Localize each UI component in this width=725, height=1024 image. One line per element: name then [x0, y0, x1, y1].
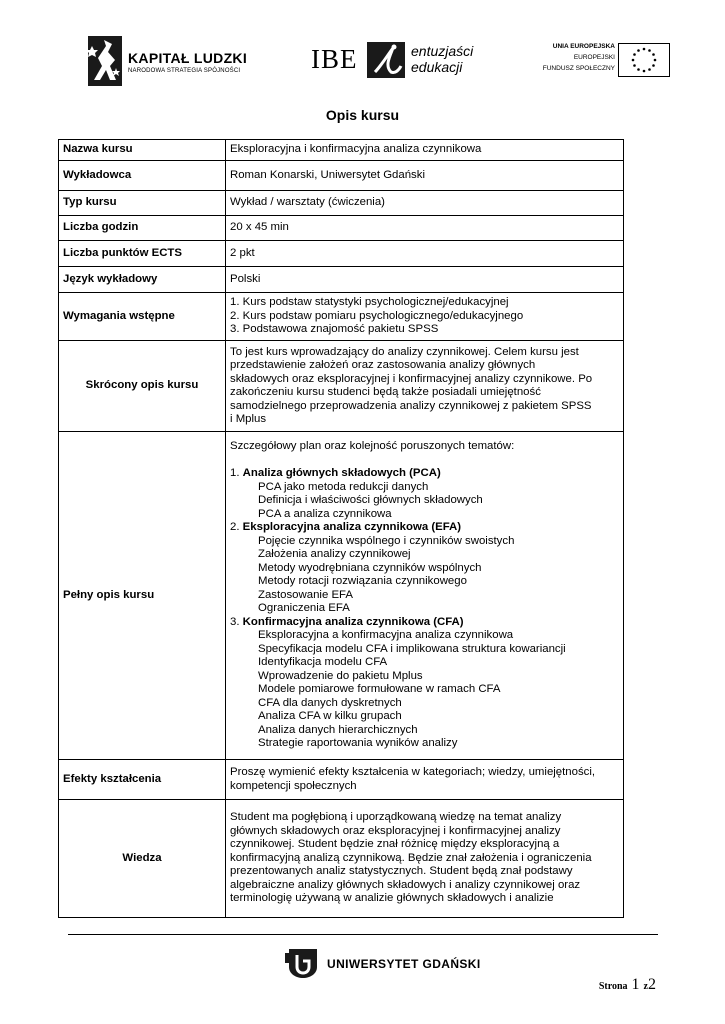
value-wiedza [226, 800, 624, 918]
text-line: samodzielnego przeprowadzenia analizy czynnikowej z pakietem SPSS [230, 399, 592, 412]
label-godziny: Liczba godzin [59, 216, 226, 241]
table-row-wykladowca [59, 161, 624, 191]
list-item: Zastosowanie EFA [258, 588, 353, 601]
eu-line-2: EUROPEJSKI [573, 54, 615, 61]
kapital-ludzki-logo [88, 36, 258, 88]
text-line: Student ma pogłębioną i uporządkowaną wiedzę na temat analizy [230, 811, 562, 824]
page-number [599, 976, 656, 994]
label-wykladowca: Wykładowca [59, 161, 226, 191]
ibe-acronym: IBE [311, 44, 358, 74]
eu-line-1: UNIA EUROPEJSKA [552, 43, 615, 50]
list-item: 1. Kurs podstaw statystyki psychologicznej/edukacyjnej [230, 296, 509, 309]
list-item: PCA a analiza czynnikowa [258, 507, 392, 520]
list-item: Specyfikacja modelu CFA i implikowana struktura kowariancji [258, 642, 566, 655]
university-emblem-icon [285, 947, 321, 979]
text-line: i Mplus [230, 413, 267, 425]
list-item: Identyfikacja modelu CFA [258, 656, 388, 669]
text-line: algebraiczne analizy głównych składowych i analizy czynnikowej oraz [230, 878, 581, 891]
text-line: zakończeniu kursu studenci będą także posiadali umiejętność [230, 386, 541, 398]
page-current: 1 [631, 976, 640, 993]
kapital-ludzki-emblem-icon [88, 36, 122, 86]
value-jezyk: Polski [226, 267, 624, 293]
list-item: Strategie raportowania wyników analizy [258, 737, 458, 750]
table-row-godziny [59, 216, 624, 241]
value-skrocony [226, 341, 624, 432]
list-item: PCA jako metoda redukcji danych [258, 480, 429, 493]
table-row-wymagania [59, 293, 624, 341]
eu-logo [536, 43, 672, 79]
text-line: kompetencji społecznych [230, 779, 357, 792]
label-typ: Typ kursu [59, 191, 226, 216]
value-ects: 2 pkt [226, 241, 624, 267]
list-item: Wprowadzenie do pakietu Mplus [258, 669, 423, 682]
label-wiedza: Wiedza [59, 800, 226, 918]
table-row-efekty [59, 760, 624, 800]
table-row-pelny [59, 432, 624, 760]
university-logo [285, 947, 481, 981]
ibe-mark-icon [367, 42, 405, 78]
label-skrocony: Skrócony opis kursu [59, 341, 226, 432]
table-row-skrocony [59, 341, 624, 432]
value-godziny: 20 x 45 min [226, 216, 624, 241]
list-item: Metody rotacji rozwiązania czynnikowego [258, 575, 467, 588]
list-item: Modele pomiarowe formułowane w ramach CFA [258, 683, 501, 696]
list-item: CFA dla danych dyskretnych [258, 696, 402, 709]
label-pelny: Pełny opis kursu [59, 432, 226, 760]
ibe-tagline-1: entuzjaści [411, 43, 474, 59]
list-item: Założenia analizy czynnikowej [258, 548, 411, 561]
table-row-jezyk [59, 267, 624, 293]
full-description-intro: Szczegółowy plan oraz kolejność poruszonych tematów: [230, 440, 515, 453]
course-table [58, 139, 624, 918]
value-wymagania [226, 293, 624, 341]
page-word: Strona [598, 981, 628, 992]
label-efekty: Efekty kształcenia [59, 760, 226, 800]
kapital-ludzki-title: KAPITAŁ LUDZKI [128, 50, 248, 66]
table-row-nazwa [59, 140, 624, 161]
table-row-wiedza [59, 800, 624, 918]
text-line: składowych oraz eksploracyjnej i konfirmacyjnej analizy czynnikowe. Po [230, 372, 593, 385]
value-efekty [226, 760, 624, 800]
list-item: Ograniczenia EFA [258, 602, 350, 615]
text-line: czynnikowej. Student będzie znał różnicę między eksploracyjną a [230, 838, 560, 851]
text-line: To jest kurs wprowadzający do analizy czynnikowej. Celem kursu jest [230, 345, 579, 358]
value-nazwa: Eksploracyjna i konfirmacyjna analiza czynnikowa [226, 140, 624, 161]
list-item: Analiza danych hierarchicznych [258, 723, 418, 736]
ibe-tagline-2: edukacji [411, 59, 463, 75]
label-nazwa: Nazwa kursu [59, 140, 226, 161]
list-item: Eksploracyjna a konfirmacyjna analiza czynnikowa [258, 629, 514, 642]
page-total: 2 [648, 976, 656, 993]
list-item: 3. Podstawowa znajomość pakietu SPSS [230, 323, 439, 336]
text-line: prezentowanych analiz statystycznych. Student będą znał podstawy [230, 865, 573, 878]
text-line: przedstawienie założeń oraz zastosowania analizy głównych [230, 359, 536, 371]
list-item: Analiza CFA w kilku grupach [258, 710, 402, 723]
label-ects: Liczba punktów ECTS [59, 241, 226, 267]
label-jezyk: Język wykładowy [59, 267, 226, 293]
text-line: terminologię używaną w analizie głównych składowych i analizie [230, 892, 554, 905]
page-title: Opis kursu [325, 107, 400, 123]
value-wykladowca: Roman Konarski, Uniwersytet Gdański [226, 161, 624, 191]
eu-line-3: FUNDUSZ SPOŁECZNY [542, 65, 615, 72]
kapital-ludzki-subtitle: NARODOWA STRATEGIA SPÓJNOŚCI [128, 68, 241, 74]
text-line: konfirmacyjną analizą czynnikową. Będzie znał założenia i ograniczenia [230, 851, 592, 864]
section-heading: 3. Konfirmacyjna analiza czynnikowa (CFA) [230, 615, 464, 628]
list-item: Definicja i właściwości głównych składowych [258, 494, 483, 507]
eu-flag-icon [618, 43, 670, 77]
footer-divider [68, 934, 658, 935]
value-typ: Wykład / warsztaty (ćwiczenia) [226, 191, 624, 216]
table-row-typ [59, 191, 624, 216]
text-line: Proszę wymienić efekty kształcenia w kategoriach; wiedzy, umiejętności, [230, 766, 596, 778]
section-heading: 2. Eksploracyjna analiza czynnikowa (EFA) [230, 521, 462, 534]
label-wymagania: Wymagania wstępne [59, 293, 226, 341]
table-row-ects [59, 241, 624, 267]
text-line: głównych składowych oraz eksploracyjnej i konfirmacyjnej analizy [230, 824, 561, 837]
page-separator: z [643, 981, 648, 992]
list-item: 2. Kurs podstaw pomiaru psychologicznego/edukacyjnego [230, 309, 524, 322]
list-item: Pojęcie czynnika wspólnego i czynników swoistych [258, 534, 515, 547]
ibe-logo [311, 40, 481, 80]
value-pelny [226, 432, 624, 760]
section-heading: 1. Analiza głównych składowych (PCA) [230, 467, 441, 480]
list-item: Metody wyodrębniana czynników wspólnych [258, 561, 482, 574]
university-name: UNIWERSYTET GDAŃSKI [327, 957, 481, 971]
